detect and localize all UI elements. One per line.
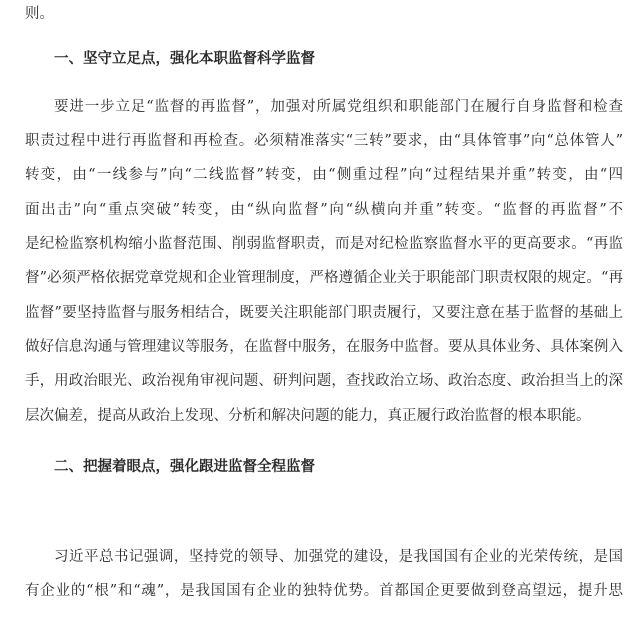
- top-fragment: 则。: [25, 6, 54, 22]
- paragraph-line: 督”必须严格依据党章党规和企业管理制度，严格遵循企业关于职能部门职责权限的规定。“再: [25, 270, 623, 286]
- paragraph-line: 监督”要坚持监督与服务相结合，既要关注职能部门职责履行，又要注意在基于监督的基础上: [25, 305, 623, 321]
- section-2-heading: 二、把握着眼点，强化跟进监督全程监督: [54, 458, 315, 475]
- paragraph-line: 面出击”向“重点突破”转变，由“纵向监督”向“纵横向并重”转变。“监督的再监督”不: [25, 202, 623, 218]
- paragraph-line: 要进一步立足“监督的再监督”，加强对所属党组织和职能部门在履行自身监督和检查: [54, 99, 623, 115]
- paragraph-line: 手，用政治眼光、政治视角审视问题、研判问题，查找政治立场、政治态度、政治担当上的深: [25, 373, 623, 389]
- paragraph-line: 是纪检监察机构缩小监督范围、削弱监督职责，而是对纪检监察监督水平的更高要求。“再监: [25, 236, 623, 252]
- paragraph-line: 转变，由“一线参与”向“二线监督”转变，由“侧重过程”向“过程结果并重”转变，由“四: [25, 167, 623, 183]
- paragraph-line: 习近平总书记强调，坚持党的领导、加强党的建设，是我国国有企业的光荣传统，是国: [54, 549, 623, 565]
- paragraph-line: 做好信息沟通与管理建议等服务，在监督中服务，在服务中监督。要从具体业务、具体案例入: [25, 339, 623, 355]
- section-1-heading: 一、坚守立足点，强化本职监督科学监督: [54, 50, 315, 67]
- paragraph-line: 职责过程中进行再监督和再检查。必须精准落实“三转”要求，由“具体管事”向“总体管人”: [25, 133, 623, 149]
- paragraph-line: 层次偏差，提高从政治上发现、分析和解决问题的能力，真正履行政治监督的根本职能。: [25, 408, 591, 424]
- paragraph-line: 有企业的“根”和“魂”，是我国国有企业的独特优势。首都国企更要做到登高望远，提升思: [25, 583, 623, 599]
